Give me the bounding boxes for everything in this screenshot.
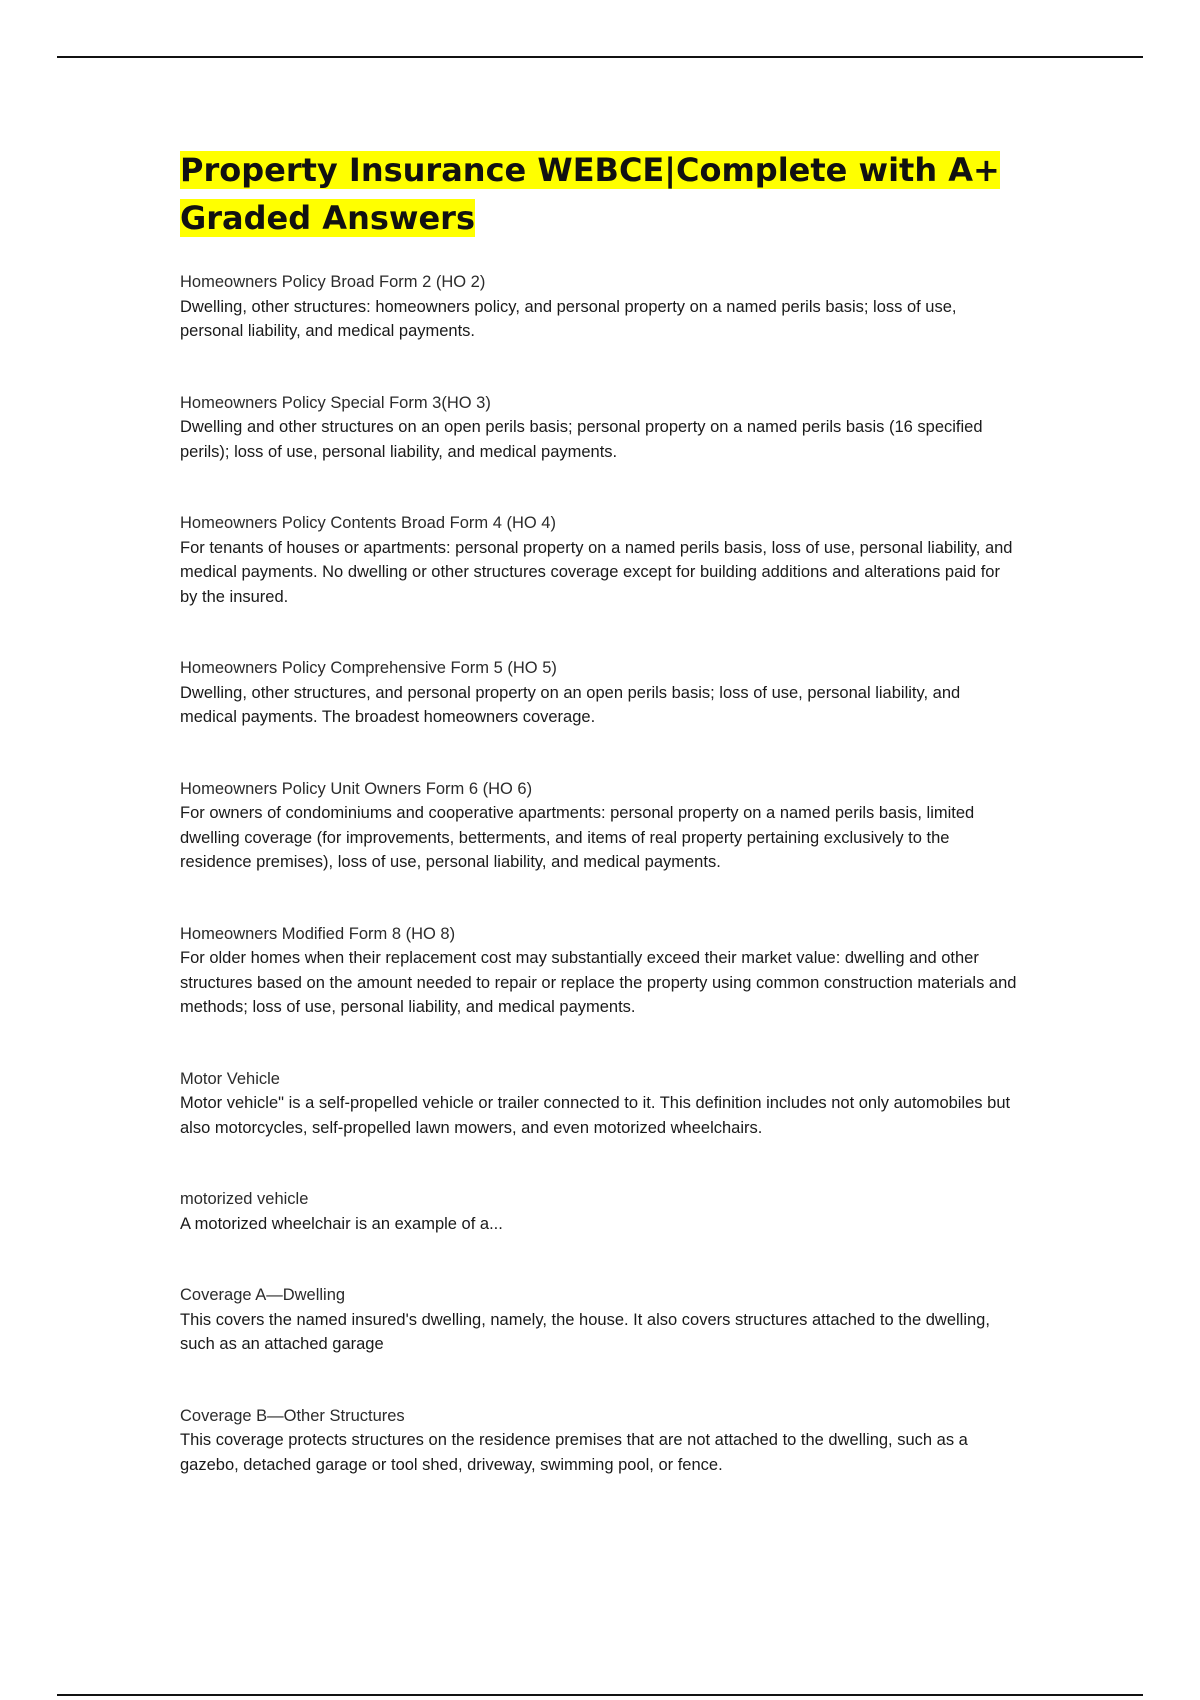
entry-term: Homeowners Modified Form 8 (HO 8) [180,924,456,943]
entry-definition: Motor vehicle" is a self-propelled vehicle or trailer connected to it. This definition includes not only automobiles but also motorcycles, self-propelled lawn mowers, and even motorized wheelchairs. [180,1094,1011,1137]
entry-ho5 [180,656,1020,730]
entry-coverage-a [180,1283,1020,1357]
entry-ho4 [180,511,1020,609]
entry-definition: For older homes when their replacement cost may substantially exceed their market value: dwelling and other structures based on the amount needed to repair or replace the property using common construction materials and methods; loss of use, personal liability, and medical payments. [180,949,1017,1016]
entry-term: Homeowners Policy Contents Broad Form 4 (HO 4) [180,514,556,532]
entry-definition: A motorized wheelchair is an example of a... [180,1214,503,1233]
entry-ho2 [180,270,1020,344]
entry-definition: This covers the named insured's dwelling, namely, the house. It also covers structures attached to the dwelling, such as an attached garage [180,1310,990,1353]
bottom-rule [57,1694,1143,1696]
document-title-highlight: Property Insurance WEBCE|Complete with A+ Graded Answers [180,151,1000,237]
entry-term: Coverage B—Other Structures [180,1406,405,1425]
entry-term: Motor Vehicle [180,1069,280,1088]
entry-ho3 [180,391,1020,465]
entry-definition: Dwelling, other structures, and personal property on an open perils basis; loss of use, personal liability, and medical payments. The broadest homeowners coverage. [180,683,961,726]
entry-definition: Dwelling, other structures: homeowners policy, and personal property on a named perils basis; loss of use, personal liability, and medical payments. [180,297,957,340]
entry-term: Homeowners Policy Unit Owners Form 6 (HO 6) [180,779,533,798]
entry-ho6 [180,777,1020,875]
entry-term: Coverage A—Dwelling [180,1286,346,1304]
entry-definition: For tenants of houses or apartments: personal property on a named perils basis, loss of use, personal liability, and medical payments. No dwelling or other structures coverage except for building additions and alterations paid for by the insured. [180,538,1013,606]
entry-coverage-b [180,1404,1020,1478]
entry-definition: Dwelling and other structures on an open perils basis; personal property on a named perils basis (16 specified perils); loss of use, personal liability, and medical payments. [180,418,983,461]
top-rule [57,56,1143,58]
entry-motor-vehicle [180,1067,1020,1141]
entry-term: Homeowners Policy Broad Form 2 (HO 2) [180,273,486,291]
entry-term: motorized vehicle [180,1190,309,1208]
entry-motorized-vehicle [180,1187,1020,1236]
entry-definition: This coverage protects structures on the residence premises that are not attached to the dwelling, such as a gazebo, detached garage or tool shed, driveway, swimming pool, or fence. [180,1431,968,1474]
entry-term: Homeowners Policy Special Form 3(HO 3) [180,393,491,412]
entry-ho8 [180,922,1020,1020]
entry-term: Homeowners Policy Comprehensive Form 5 (HO 5) [180,659,557,677]
document-body [180,146,1020,1524]
document-title [180,146,1020,242]
entry-definition: For owners of condominiums and cooperative apartments: personal property on a named perils basis, limited dwelling coverage (for improvements, betterments, and items of real property pertaining exclusively to the residence premises), loss of use, personal liability, and medical payments. [180,804,975,871]
